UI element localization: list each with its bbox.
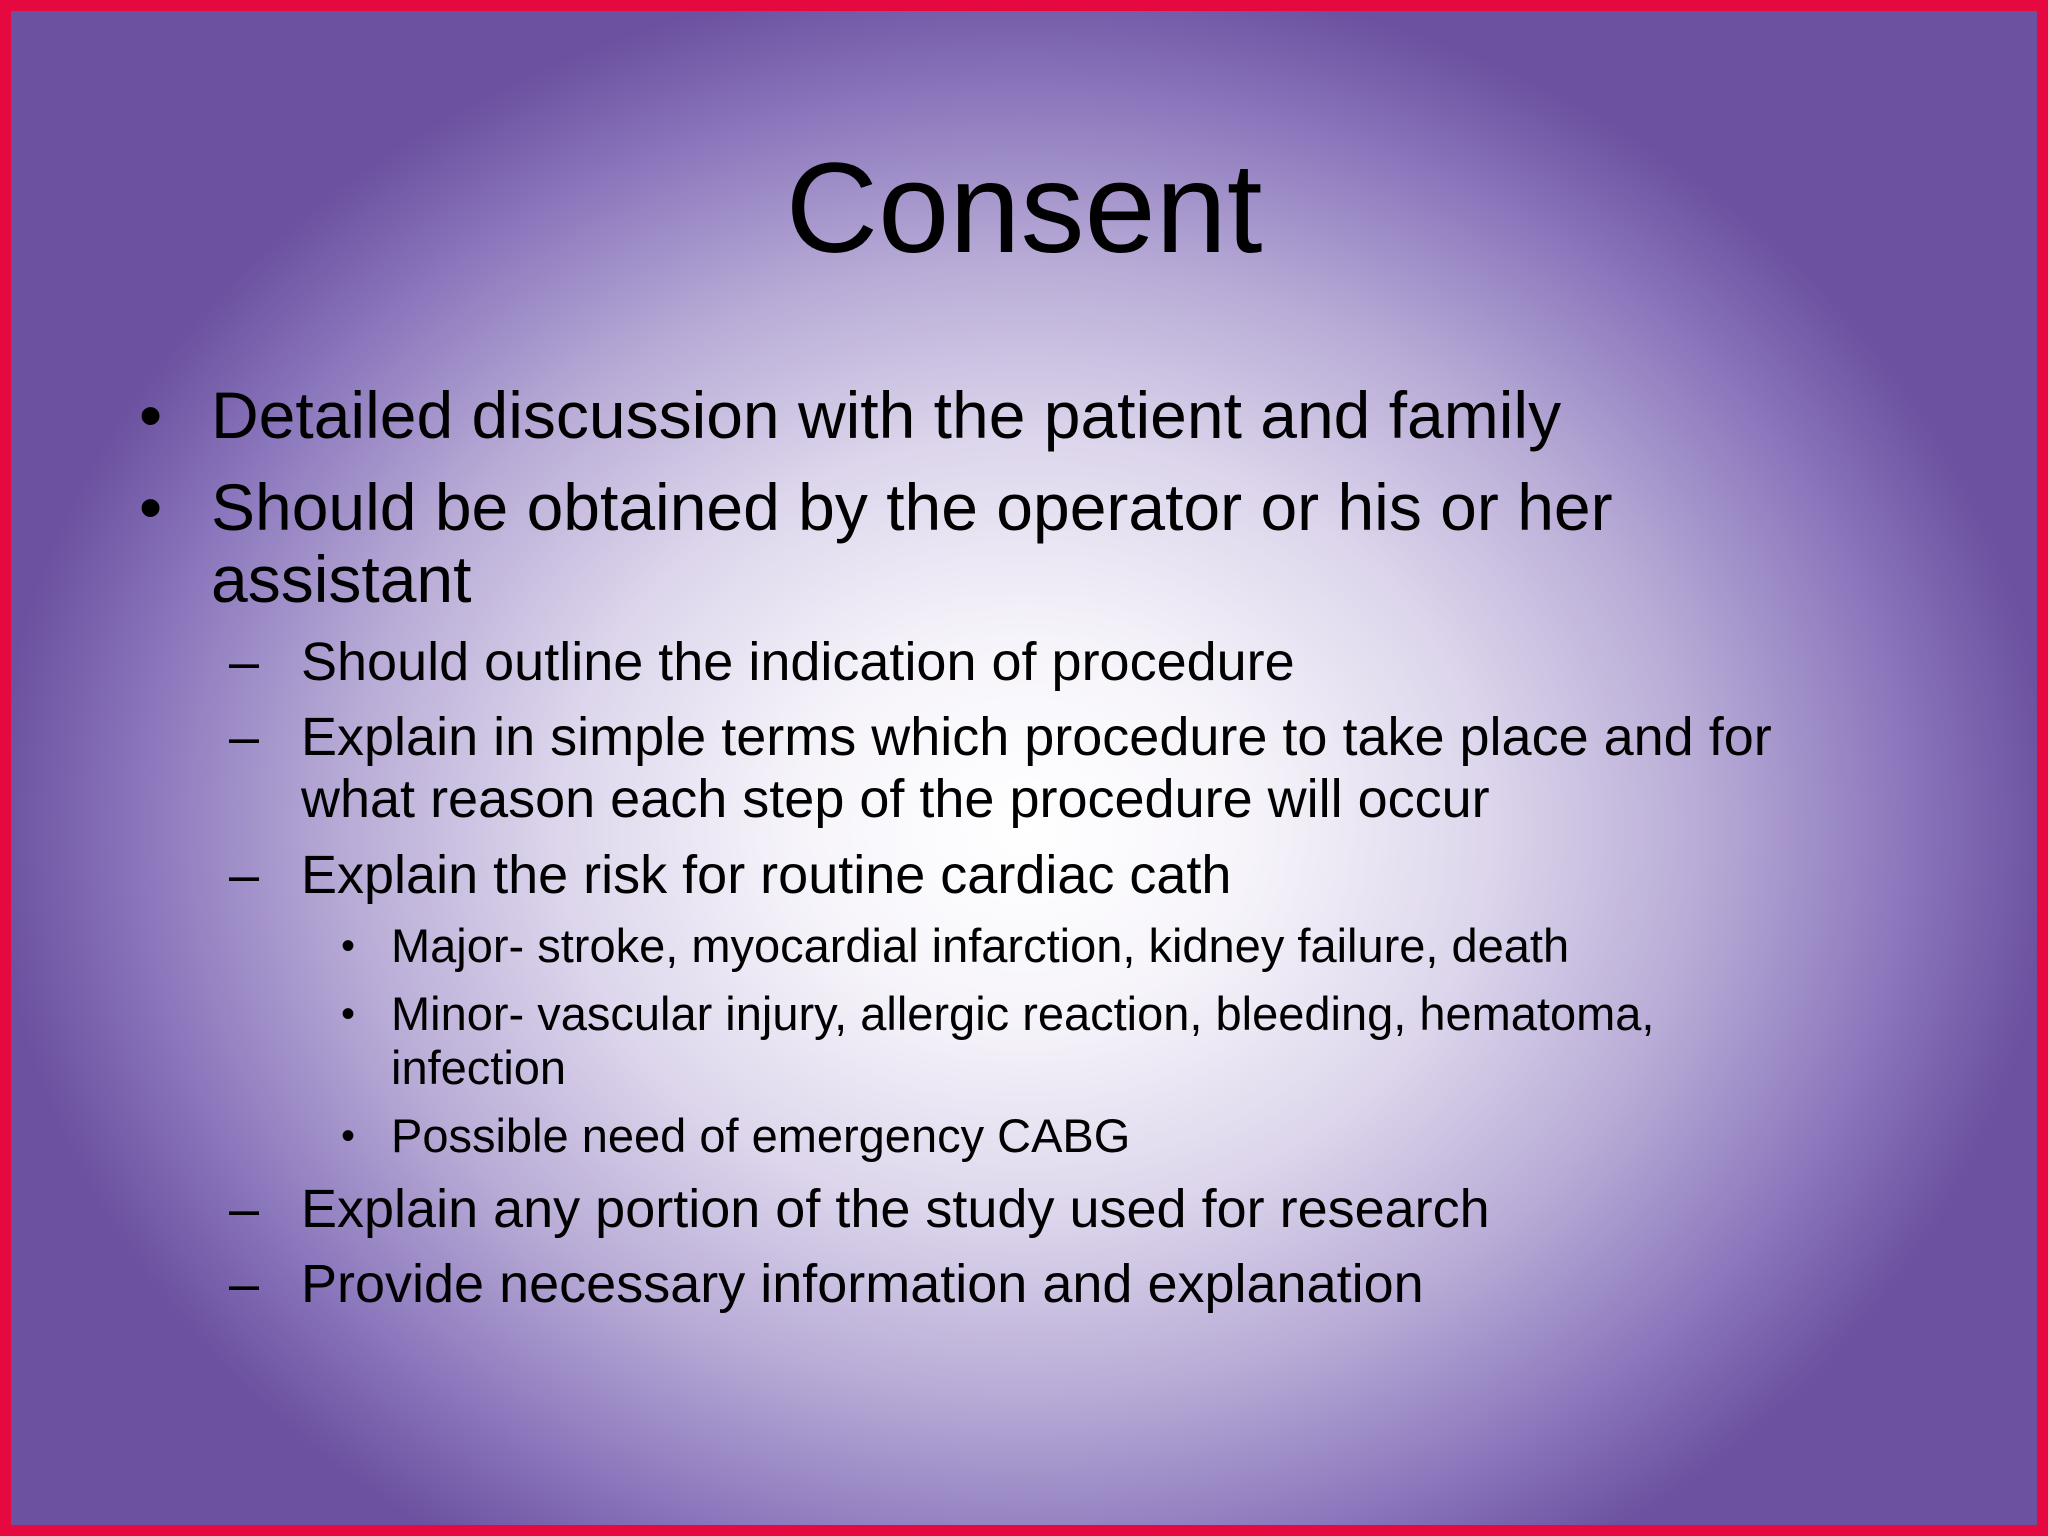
bullet-list (11, 11, 2037, 1525)
bullet-item-level-2 (229, 1178, 1490, 1240)
bullet-item-level-2 (229, 706, 1772, 830)
dash-marker: – (229, 1179, 260, 1239)
bullet-marker: • (341, 1114, 356, 1158)
bullet-item-level-3 (341, 1109, 1131, 1163)
bullet-item-level-2 (229, 631, 1295, 693)
bullet-text-line: assistant (211, 542, 472, 616)
dash-marker: – (229, 845, 260, 905)
bullet-item-level-1 (139, 470, 1613, 616)
bullet-marker: • (341, 924, 356, 968)
bullet-marker: • (139, 378, 163, 452)
bullet-marker: • (341, 992, 356, 1036)
dash-marker: – (229, 632, 260, 692)
bullet-item-level-2 (229, 1253, 1424, 1315)
bullet-text-line: Minor- vascular injury, allergic reaction, bleeding, hematoma, (391, 987, 1655, 1040)
slide-title: Consent (785, 137, 1263, 280)
bullet-text-line: Should outline the indication of procedure (301, 632, 1295, 692)
bullet-text-line: Explain the risk for routine cardiac cath (301, 845, 1232, 905)
bullet-text-line: Detailed discussion with the patient and family (211, 378, 1562, 452)
bullet-text-line: infection (391, 1041, 567, 1094)
bullet-item-level-1 (139, 378, 1562, 452)
bullet-text-line: Provide necessary information and explanation (301, 1254, 1424, 1314)
bullet-text-line: Explain in simple terms which procedure to take place and for (301, 707, 1772, 767)
bullet-text-line: what reason each step of the procedure will occur (301, 769, 1490, 829)
bullet-marker: • (139, 470, 163, 544)
bullet-text-line: Major- stroke, myocardial infarction, kidney failure, death (391, 919, 1570, 972)
bullet-item-level-3 (341, 919, 1570, 973)
dash-marker: – (229, 1254, 260, 1314)
bullet-text-line: Should be obtained by the operator or his or her (211, 470, 1613, 544)
bullet-text-line: Possible need of emergency CABG (391, 1109, 1131, 1162)
bullet-text-line: Explain any portion of the study used for research (301, 1179, 1490, 1239)
bullet-item-level-2 (229, 844, 1232, 906)
dash-marker: – (229, 707, 260, 767)
bullet-item-level-3 (341, 987, 1655, 1095)
